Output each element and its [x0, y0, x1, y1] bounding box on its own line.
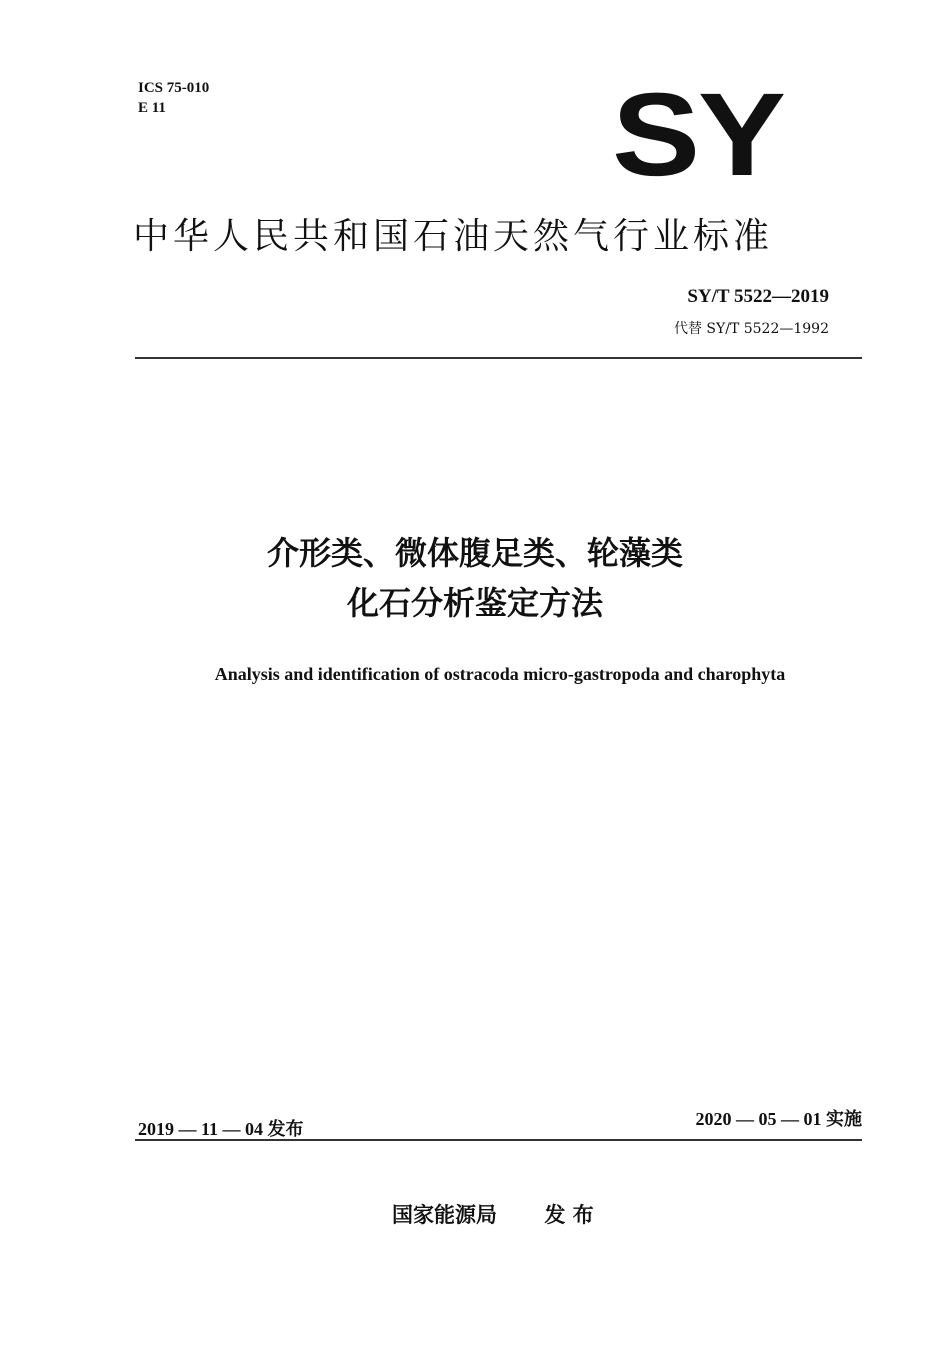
classification-codes: [138, 78, 209, 118]
publisher-name: 国家能源局: [392, 1203, 497, 1227]
standard-category-title: 中华人民共和国石油天然气行业标准: [133, 216, 774, 257]
chinese-title-line-2: 化石分析鉴定方法: [346, 584, 603, 622]
sy-logo: SY: [612, 69, 784, 201]
english-title: Analysis and identification of ostracoda micro-gastropoda and charophyta: [214, 664, 786, 684]
chinese-title: [0, 528, 950, 628]
standard-code: SY/T 5522—2019: [687, 286, 829, 307]
implementation-date: 2020 — 05 — 01 实施: [695, 1109, 862, 1129]
publisher-action: 发 布: [544, 1203, 594, 1227]
publisher: [392, 1199, 594, 1229]
chinese-title-line-1: 介形类、微体腹足类、轮藻类: [266, 534, 683, 572]
issue-date: 2019 — 11 — 04 发布: [138, 1119, 304, 1139]
bottom-divider: [135, 1139, 862, 1141]
top-divider: [135, 357, 862, 359]
replaces-standard: 代替 SY/T 5522—1992: [673, 321, 829, 337]
ccs-code: E 11: [138, 100, 166, 116]
ics-code: ICS 75-010: [138, 80, 210, 96]
